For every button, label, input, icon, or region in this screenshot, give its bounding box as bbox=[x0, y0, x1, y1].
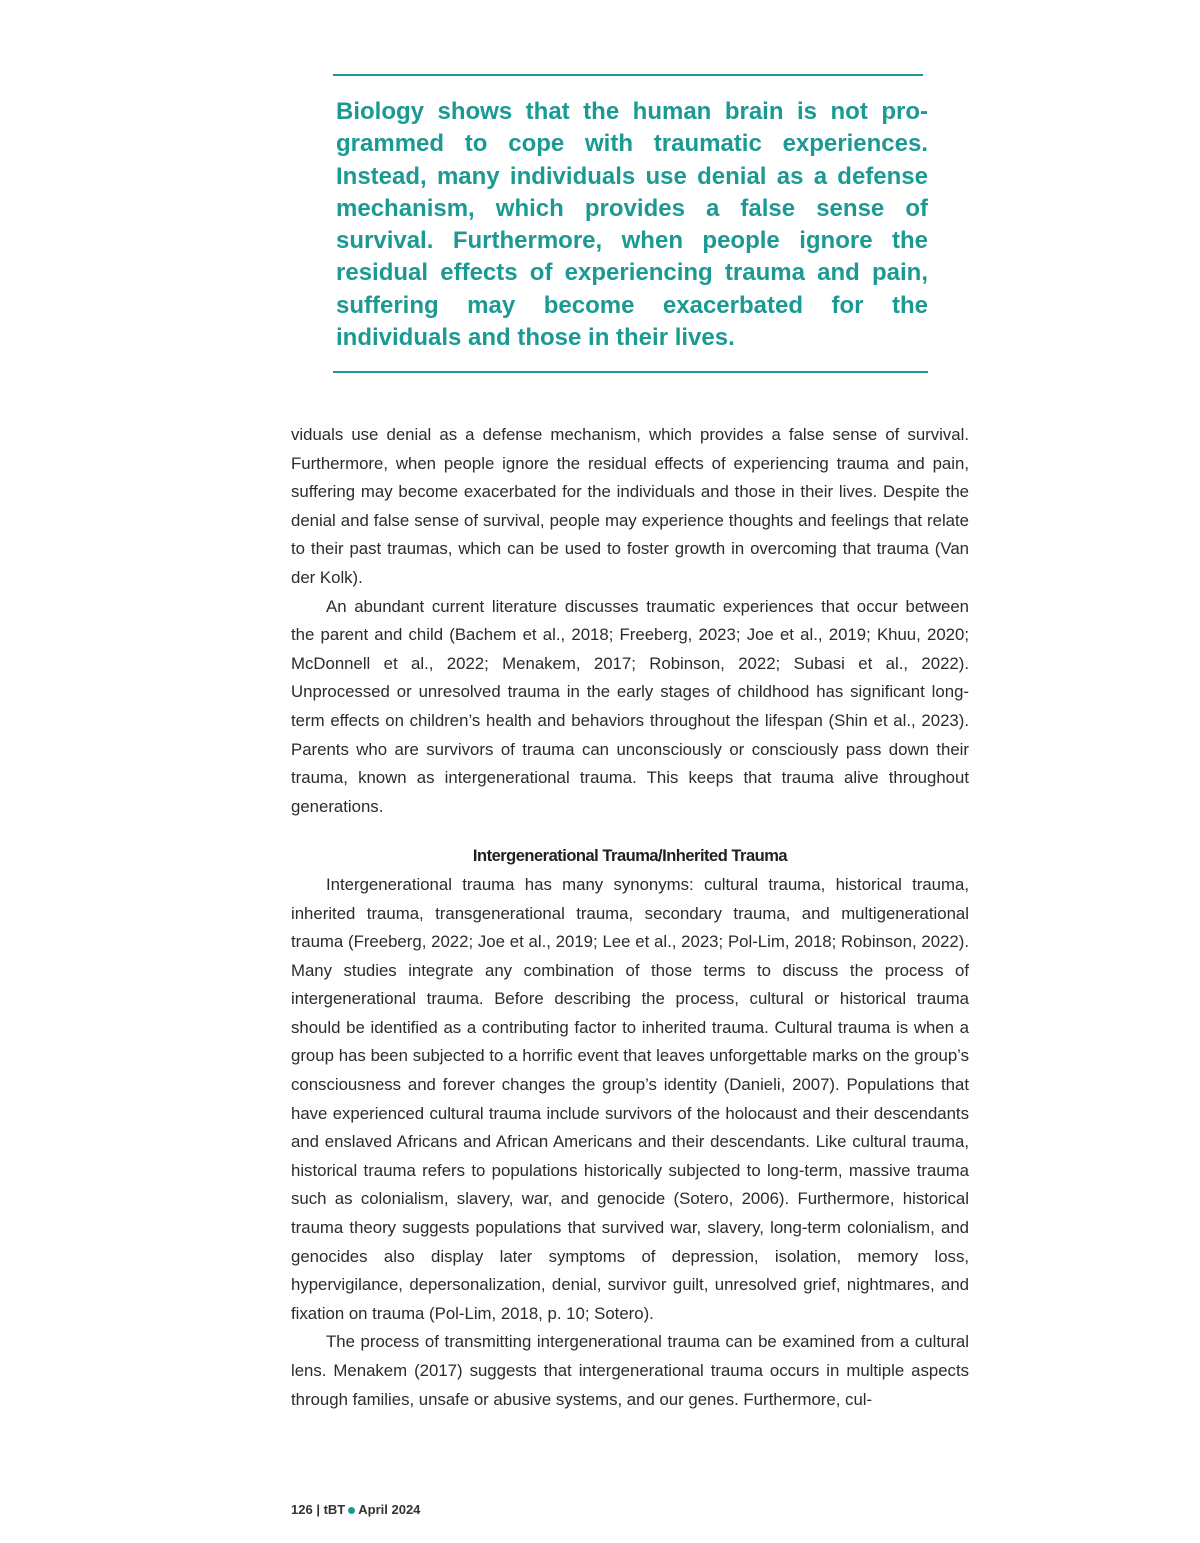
pull-quote-text: Biology shows that the human brain is not programmed to cope with traumatic experiences. Instead, many individuals use denial as a defense mechanism, which provides a false sense of survival. Furthermore, when people ignore the residual effects of experiencing trauma and pain, suffering may become exacerbated for the individuals and those in their lives. bbox=[336, 98, 928, 352]
issue-date: April 2024 bbox=[358, 1502, 421, 1517]
journal-name: tBT bbox=[323, 1502, 346, 1517]
bullet-dot-icon bbox=[348, 1507, 355, 1514]
body-paragraph-4: The process of transmitting intergenerational trauma can be examined from a cultural lens. Menakem (2017) suggests that intergenerational trauma occurs in multiple aspects through families, unsafe or abusive systems, and our genes. Furthermore, cul- bbox=[291, 1332, 969, 1409]
body-paragraph-3: Intergenerational trauma has many synonyms: cultural trauma, historical trauma, inherited trauma, transgenerational trauma, secondary trauma, and multigenerational trauma (Freeberg, 2022; Joe et al., 2019; Lee et al., 2023; Pol-Lim, 2018; Robinson, 2022). Many studies integrate any combination of those terms to discuss the process of intergenerational trauma. Before describing the process, cultural or historical trauma should be identified as a contributing factor to inherited trauma. Cultural trauma is when a group has been subjected to a horrific event that leaves unforgettable marks on the group’s consciousness and forever changes the group’s identity (Danieli, 2007). Populations that have experienced cultural trauma include survivors of the holocaust and their descendants and enslaved Africans and African Americans and their descendants. Like cultural trauma, historical trauma refers to populations historically subjected to long-term, massive trauma such as colonialism, slavery, war, and genocide (Sotero, 2006). Furthermore, historical trauma theory suggests populations that survived war, slavery, long-term colonialism, and genocides also display later symptoms of depression, isolation, memory loss, hypervigilance, depersonalization, denial, survivor guilt, unresolved grief, nightmares, and fixation on trauma (Pol-Lim, 2018, p. 10; Sotero). bbox=[291, 874, 969, 1323]
pull-quote bbox=[333, 74, 928, 373]
body-paragraph-1: viduals use denial as a defense mechanism, which provides a false sense of survival. Furthermore, when people ignore the residual effects of experiencing trauma and pain, suffering may become exacerbated for the individuals and those in their lives. Despite the denial and false sense of survival, people may experience thoughts and feelings that relate to their past traumas, which can be used to foster growth in overcoming that trauma (Van der Kolk). bbox=[291, 425, 969, 587]
pull-quote-bottom-rule bbox=[333, 371, 928, 373]
body-paragraph-2: An abundant current literature discusses traumatic experiences that occur between the parent and child (Bachem et al., 2018; Freeberg, 2023; Joe et al., 2019; Khuu, 2020; McDonnell et al., 2022; Menakem, 2017; Robinson, 2022; Subasi et al., 2022). Unprocessed or unresolved trauma in the early stages of childhood has significant long-term effects on children’s health and behaviors throughout the lifespan (Shin et al., 2023). Parents who are survivors of trauma can unconsciously or consciously pass down their trauma, known as intergenerational trauma. This keeps that trauma alive throughout generations. bbox=[291, 596, 969, 816]
article-body bbox=[291, 421, 969, 1414]
page-footer bbox=[291, 1502, 420, 1517]
footer-separator: | bbox=[316, 1502, 320, 1517]
page-number: 126 bbox=[291, 1502, 313, 1517]
pull-quote-top-rule bbox=[333, 74, 923, 76]
section-heading: Intergenerational Trauma/Inherited Trauma bbox=[472, 847, 788, 866]
